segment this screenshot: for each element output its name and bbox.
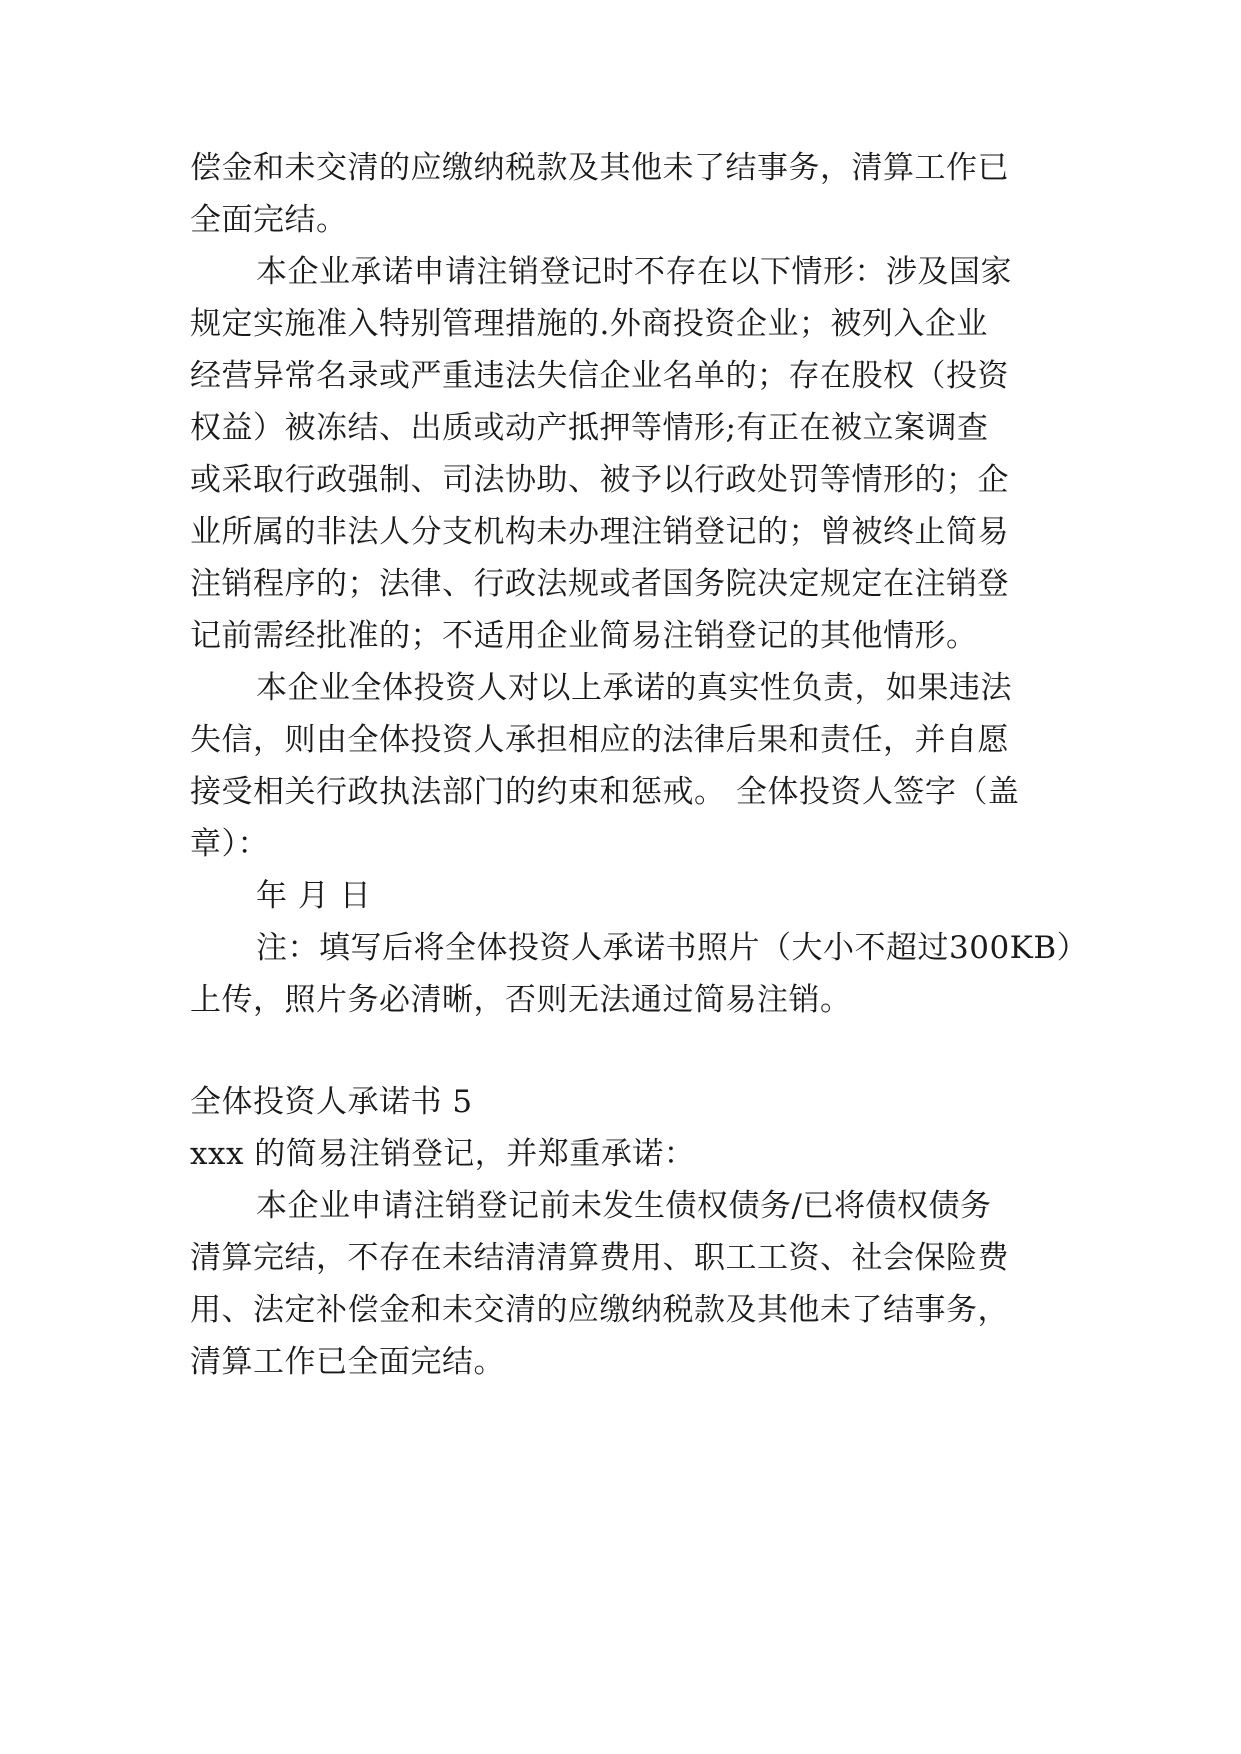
text-line: 失信，则由全体投资人承担相应的法律后果和责任，并自愿 bbox=[190, 722, 1009, 758]
text-line: 注销程序的；法律、行政法规或者国务院决定规定在注销登 bbox=[190, 566, 1009, 602]
section-title: 全体投资人承诺书 5 bbox=[190, 1084, 473, 1120]
paragraph-first-line: 本企业全体投资人对以上承诺的真实性负责，如果违法 bbox=[256, 670, 1012, 706]
text-line: 清算完结，不存在未结清清算费用、职工工资、社会保险费 bbox=[190, 1240, 1009, 1276]
date-line: 年 月 日 bbox=[256, 878, 372, 914]
text-line: 用、法定补偿金和未交清的应缴纳税款及其他未了结事务， bbox=[190, 1292, 1009, 1328]
text-line: 记前需经批准的；不适用企业简易注销登记的其他情形。 bbox=[190, 618, 978, 654]
text-line: 接受相关行政执法部门的约束和惩戒。 全体投资人签字（盖 bbox=[190, 774, 1020, 810]
paragraph-first-line: 本企业承诺申请注销登记时不存在以下情形：涉及国家 bbox=[256, 254, 1012, 290]
text-line: 经营异常名录或严重违法失信企业名单的；存在股权（投资 bbox=[190, 358, 1009, 394]
text-line: 章）： bbox=[190, 826, 269, 862]
text-line: xxx 的简易注销登记，并郑重承诺： bbox=[190, 1136, 696, 1172]
text-line: 权益）被冻结、出质或动产抵押等情形;有正在被立案调查 bbox=[190, 410, 989, 446]
paragraph-first-line: 本企业申请注销登记前未发生债权债务/已将债权债务 bbox=[256, 1188, 992, 1224]
text-line: 清算工作已全面完结。 bbox=[190, 1344, 505, 1380]
text-line: 规定实施准入特别管理措施的.外商投资企业；被列入企业 bbox=[190, 306, 988, 342]
text-line: 上传，照片务必清晰，否则无法通过简易注销。 bbox=[190, 982, 852, 1018]
text-line: 全面完结。 bbox=[190, 202, 348, 238]
note-line: 注：填写后将全体投资人承诺书照片（大小不超过300KB） bbox=[256, 930, 1089, 966]
text-line: 或采取行政强制、司法协助、被予以行政处罚等情形的；企 bbox=[190, 462, 1009, 498]
text-line: 业所属的非法人分支机构未办理注销登记的；曾被终止简易 bbox=[190, 514, 1009, 550]
text-line: 偿金和未交清的应缴纳税款及其他未了结事务，清算工作已 bbox=[190, 150, 1009, 186]
